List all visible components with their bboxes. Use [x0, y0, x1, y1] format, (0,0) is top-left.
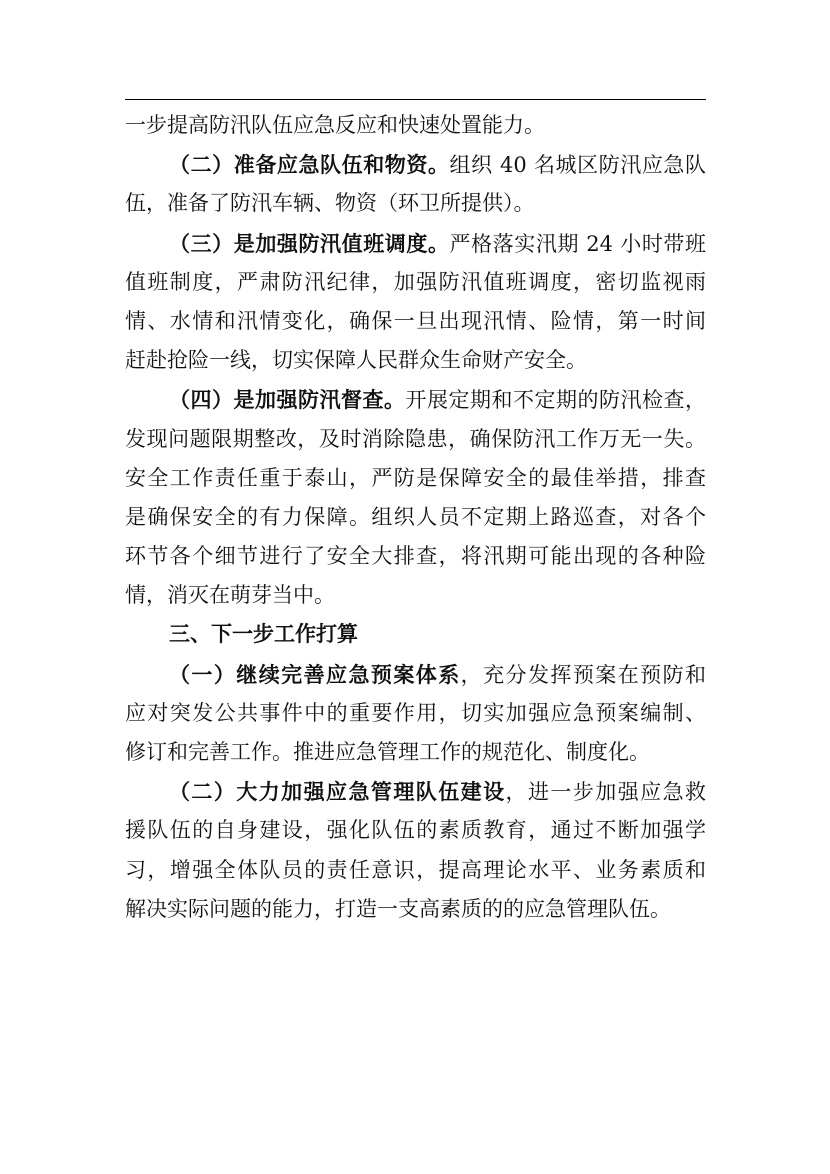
paragraph-line	[125, 224, 706, 263]
paragraph-line	[125, 145, 706, 184]
paragraph-team-building	[125, 772, 706, 929]
paragraph-line	[125, 772, 706, 811]
document-body	[125, 106, 706, 929]
paragraph-line: 值班制度，严肃防汛纪律，加强防汛值班调度，密切监视雨	[125, 269, 706, 294]
paragraph-text: 开展定期和不定期的防汛检查，	[405, 388, 706, 413]
paragraph-duty-scheduling	[125, 224, 706, 381]
section-heading: 三、下一步工作打算	[169, 622, 358, 647]
header-rule	[125, 99, 706, 100]
paragraph-line: 一步提高防汛队伍应急反应和快速处置能力。	[125, 113, 545, 137]
paragraph-lead: （二）准备应急队伍和物资。	[169, 152, 450, 178]
paragraph-continuation	[125, 106, 706, 145]
paragraph-line: 情、水情和汛情变化，确保一旦出现汛情、险情，第一时间	[125, 308, 706, 333]
paragraph-emergency-team-supplies	[125, 145, 706, 223]
paragraph-line: 应对突发公共事件中的重要作用，切实加强应急预案编制、	[125, 700, 706, 725]
paragraph-lead: （三）是加强防汛值班调度。	[169, 230, 450, 256]
paragraph-text: 严格落实汛期 24 小时带班	[449, 231, 706, 256]
paragraph-line: 是确保安全的有力保障。组织人员不定期上路巡查，对各个	[125, 504, 706, 529]
paragraph-flood-inspection	[125, 380, 706, 615]
paragraph-line: 解决实际问题的能力，打造一支高素质的的应急管理队伍。	[125, 896, 671, 921]
paragraph-line: 修订和完善工作。推进应急管理工作的规范化、制度化。	[125, 740, 650, 764]
paragraph-line: 环节各个细节进行了安全大排查，将汛期可能出现的各种险	[125, 544, 706, 569]
paragraph-lead: （二）大力加强应急管理队伍建设	[169, 779, 506, 805]
paragraph-text: ，进一步加强应急救	[505, 780, 706, 805]
paragraph-line: 伍，准备了防汛车辆、物资（环卫所提供）。	[125, 191, 535, 216]
paragraph-line	[125, 655, 706, 694]
paragraph-line: 习，增强全体队员的责任意识，提高理论水平、业务素质和	[125, 857, 706, 882]
paragraph-line: 赶赴抢险一线，切实保障人民群众生命财产安全。	[125, 348, 587, 373]
paragraph-line: 安全工作责任重于泰山，严防是保障安全的最佳举措，排查	[125, 465, 706, 490]
paragraph-line: 情，消灭在萌芽当中。	[125, 583, 335, 608]
paragraph-lead: （四）是加强防汛督查。	[169, 387, 406, 413]
paragraph-line: 发现问题限期整改，及时消除隐患，确保防汛工作万无一失。	[125, 426, 706, 451]
paragraph-emergency-plan-system	[125, 655, 706, 773]
paragraph-line	[125, 380, 706, 419]
paragraph-lead: （一）继续完善应急预案体系	[169, 661, 461, 687]
paragraph-text: ，充分发挥预案在预防和	[460, 662, 706, 687]
paragraph-text: 组织 40 名城区防汛应急队	[449, 153, 706, 178]
paragraph-line: 援队伍的自身建设，强化队伍的素质教育，通过不断加强学	[125, 818, 706, 843]
